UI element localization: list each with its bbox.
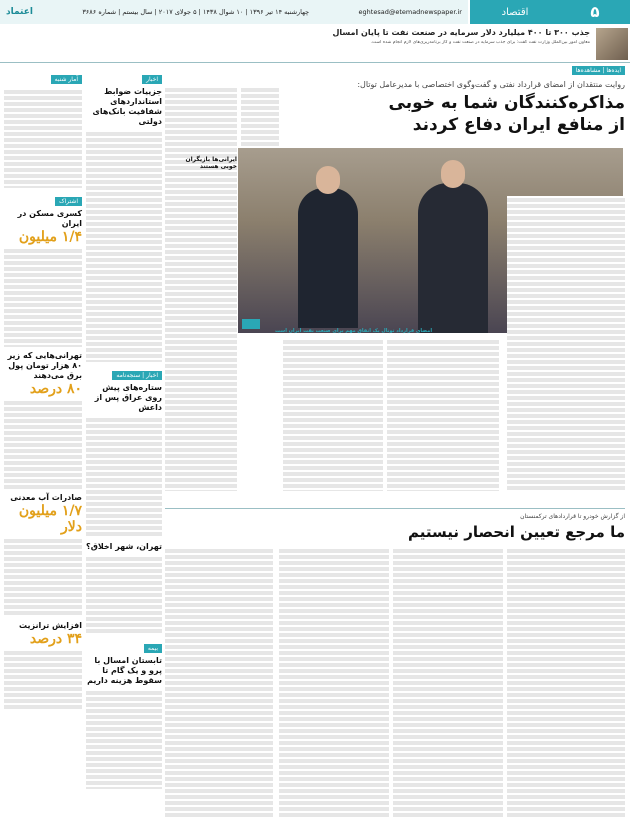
text-column xyxy=(507,196,625,491)
sidebar-kicker: اخبار | سنجه‌نامه xyxy=(112,371,162,380)
text-column xyxy=(4,88,82,188)
teaser-strip xyxy=(0,26,630,63)
sidebar-kicker: بیمه xyxy=(144,644,162,653)
main-deck: روایت منتقدان از امضای قرارداد نفتی و گفت‌وگوی اختصاصی با مدیرعامل توتال: xyxy=(357,80,625,89)
main-kicker: ایده‌ها | مشاهده‌ها xyxy=(572,66,625,75)
text-column xyxy=(165,547,273,819)
photo-face xyxy=(316,166,340,194)
stat-value: ۱/۴ میلیون xyxy=(18,229,82,245)
date-line xyxy=(0,0,468,24)
text-column xyxy=(279,547,389,819)
photo-tag xyxy=(242,319,260,329)
text-column xyxy=(86,555,162,635)
photo-person xyxy=(418,183,488,333)
stat-title: افزایش ترانزیت xyxy=(19,621,82,630)
teaser-headline: جذب ۳۰۰ تا ۴۰۰ میلیارد دلار سرمایه در صنعت نفت تا پایان امسال xyxy=(332,28,590,37)
newspaper-logo: اعتماد xyxy=(6,7,33,17)
lower-deck: از گزارش خودرو تا قراردادهای ترکمنستان xyxy=(520,513,625,520)
section-title: اقتصاد xyxy=(468,0,560,24)
text-column xyxy=(86,416,162,536)
text-column xyxy=(283,338,383,491)
stat-value: ۱/۷ میلیون دلار xyxy=(18,503,82,535)
pull-quote: امضای قرارداد توتال یک اتفاق مهم برای صنعت نفت ایران است xyxy=(275,328,433,334)
stat-title: تهرانی‌هایی که زیر ۸۰ هزار تومان پول برق می‌دهند xyxy=(7,351,82,380)
text-column xyxy=(507,547,625,819)
main-story xyxy=(165,66,625,496)
teaser-body: معاون امور بین‌الملل وزارت نفت گفت: برای جذب سرمایه در صنعت نفت و گاز برنامه‌ریزی‌های لازم انجام شده است. xyxy=(370,40,590,45)
teaser-photo xyxy=(596,28,628,60)
photo-person xyxy=(298,188,358,328)
lower-story xyxy=(165,508,625,821)
stat-value: ۸۰ درصد xyxy=(29,381,82,397)
stat-value: ۳۴ درصد xyxy=(29,631,82,647)
text-column xyxy=(4,399,82,489)
sidebar-kicker: آمار شنبه xyxy=(51,75,82,84)
sidebar-stats xyxy=(4,66,82,709)
side-quote: ایرانی‌ها بازیگران خوبی هستند xyxy=(185,156,237,170)
main-title: مذاکره‌کنندگان شما به خوبی از منافع ایران دفاع کردند xyxy=(388,93,625,135)
lower-title: ما مرجع تعیین انحصار نیستیم xyxy=(408,523,625,541)
sidebar-story-title: جزییات ضوابط استانداردهای شفافیت بانک‌های دولتی xyxy=(92,87,162,126)
text-column xyxy=(86,689,162,789)
text-column xyxy=(4,537,82,617)
top-bar xyxy=(0,0,630,24)
sidebar-kicker: اخبار xyxy=(142,75,162,84)
stat-title: صادرات آب معدنی xyxy=(10,493,82,502)
stat-title: کسری مسکن در ایران xyxy=(17,209,82,228)
sidebar-kicker: اشتراک xyxy=(55,197,82,206)
sidebar-story-title: تابستان امسال با پرو و یک گام تا سقوط هزینه داریم xyxy=(87,656,162,685)
photo-face xyxy=(441,160,465,188)
text-column xyxy=(4,649,82,709)
text-column xyxy=(393,547,503,819)
text-column xyxy=(4,247,82,347)
sidebar-news xyxy=(86,66,162,789)
text-column xyxy=(86,130,162,362)
text-column xyxy=(165,86,237,491)
page-number: ۵ xyxy=(560,0,630,24)
text-column xyxy=(387,338,499,491)
email-text: eghtesad@etemadnewspaper.ir xyxy=(358,8,462,16)
sidebar-story-title: تهران، شهر اخلاق؟ xyxy=(86,542,162,551)
sidebar-story-title: ستاره‌های پیش روی عراق پس از داعش xyxy=(94,383,162,412)
date-text: چهارشنبه ۱۴ تیر ۱۳۹۶ | ۱۰ شوال ۱۴۳۸ | ۵ جولای ۲۰۱۷ | سال بیستم | شماره ۳۶۸۶ xyxy=(82,8,310,16)
text-column xyxy=(241,86,279,146)
